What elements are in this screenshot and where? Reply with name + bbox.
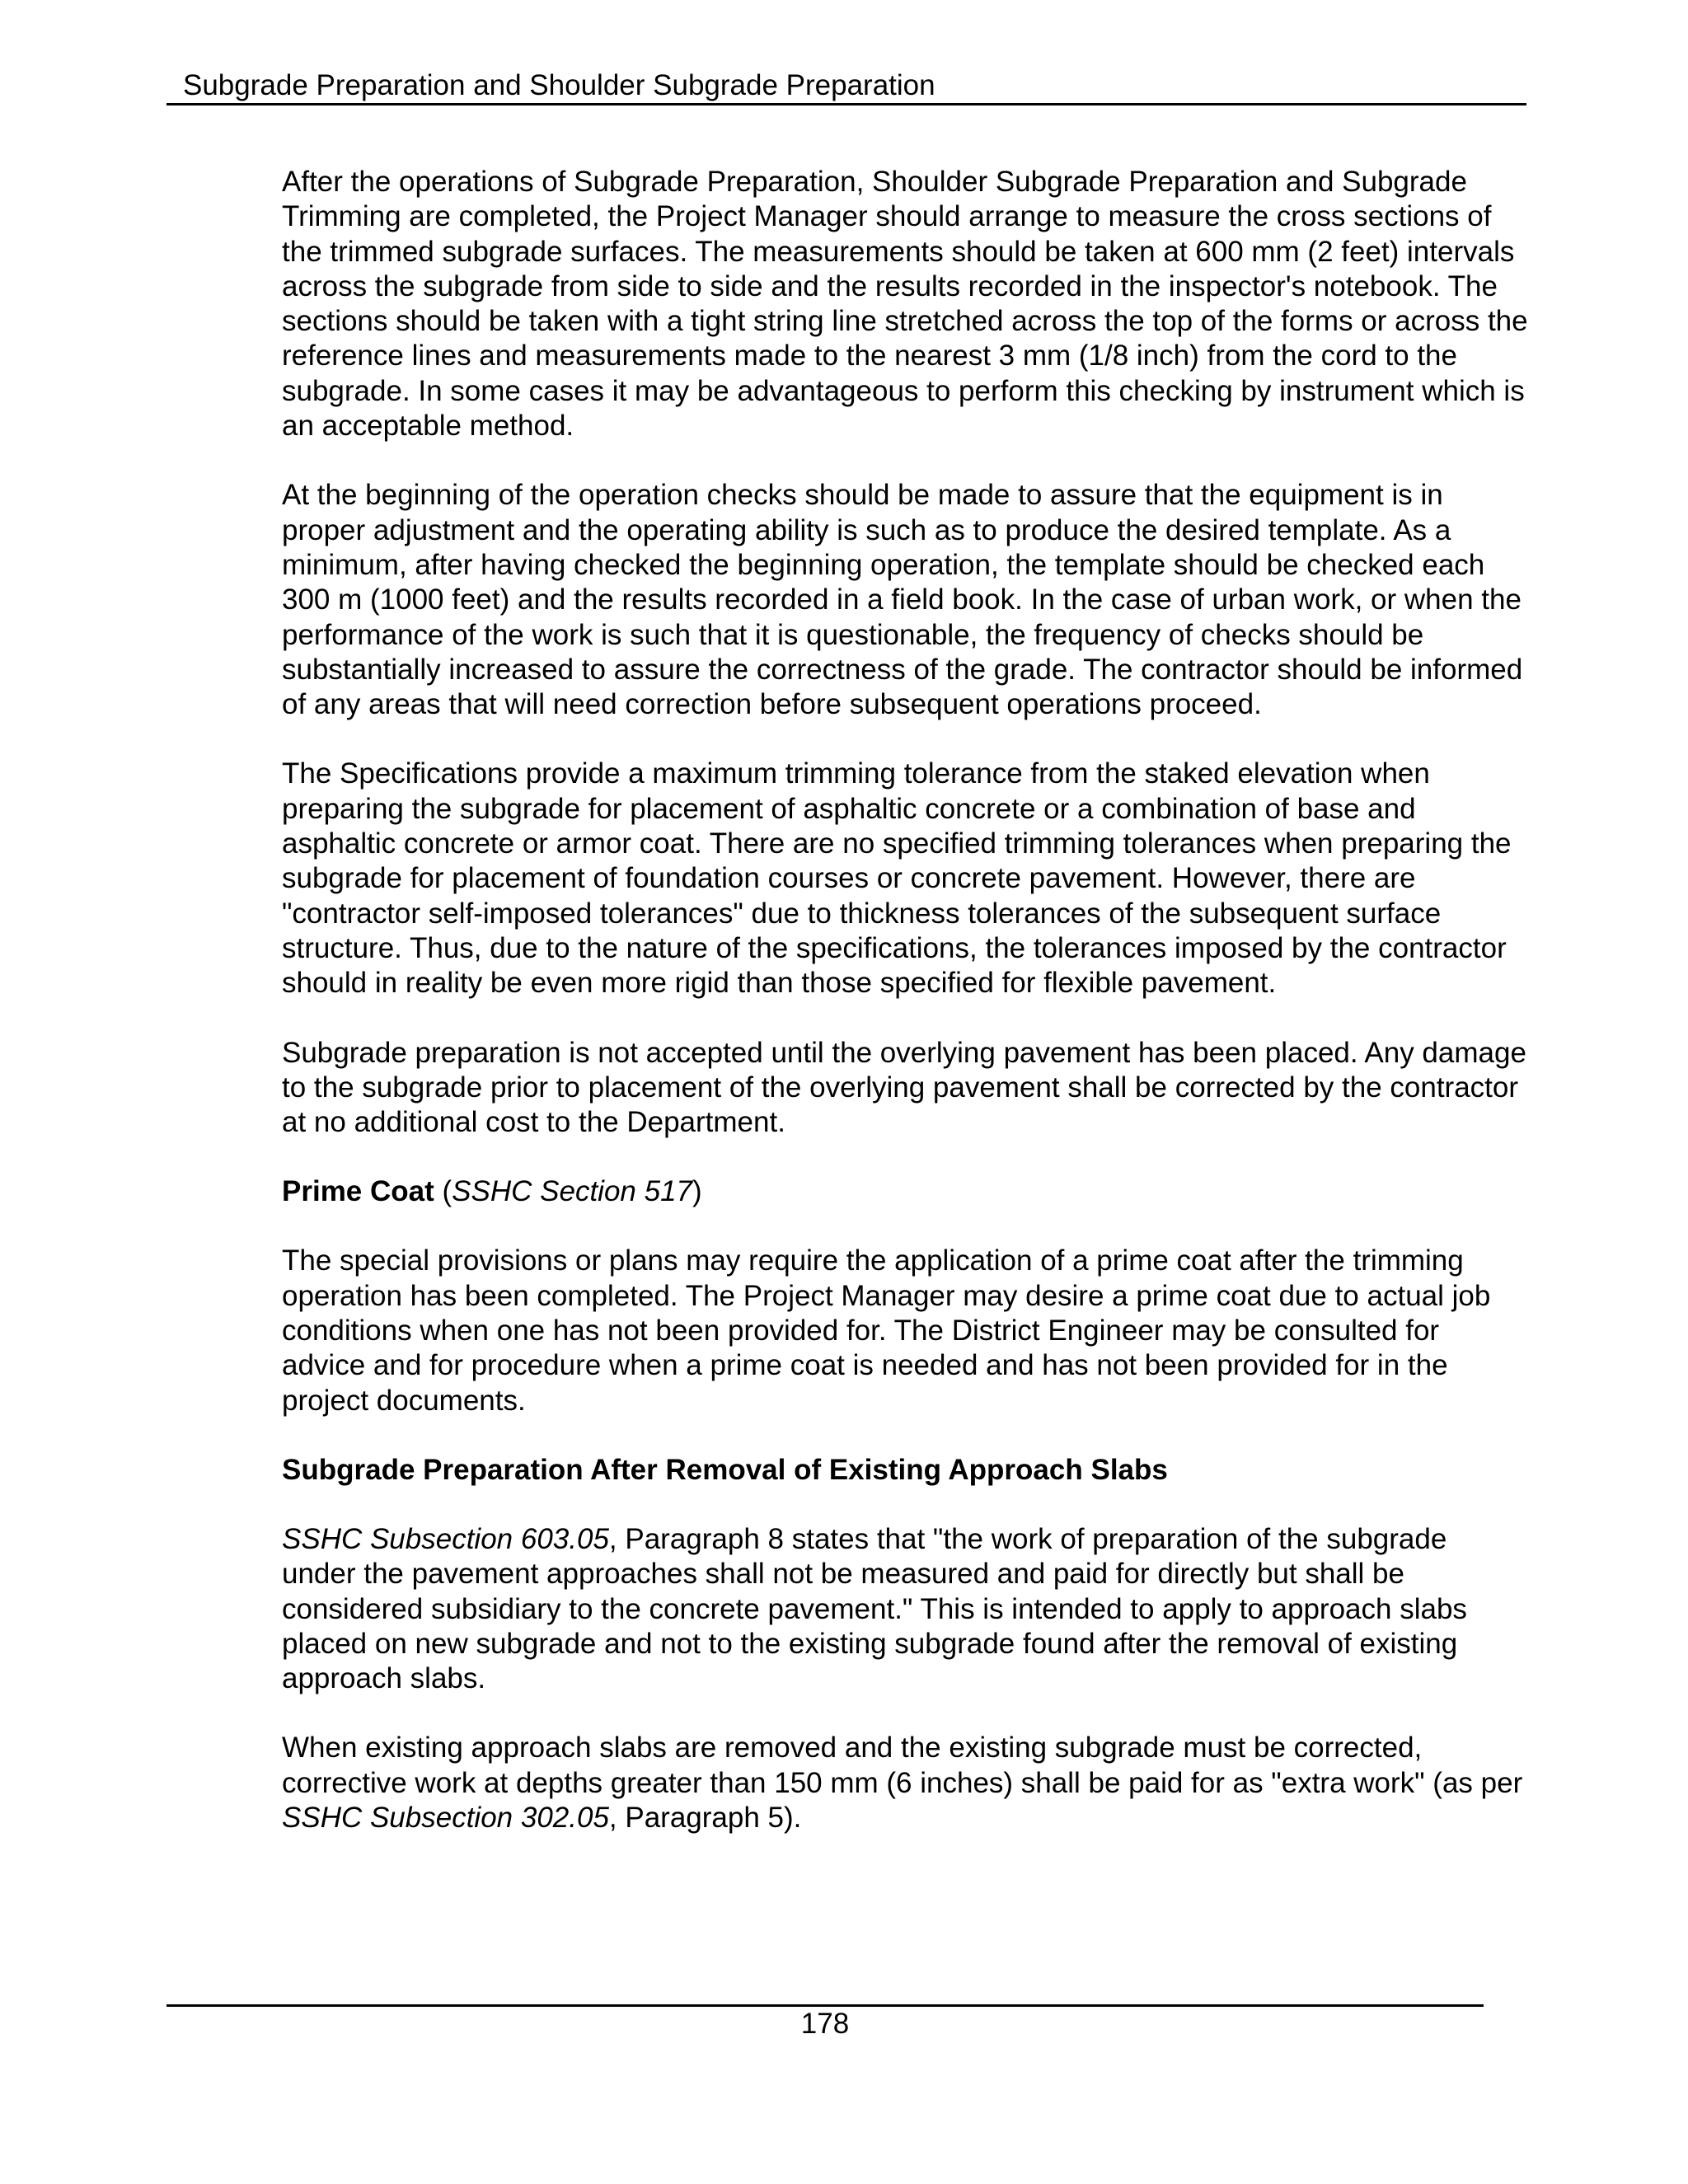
subsection-603-reference: SSHC Subsection 603.05 xyxy=(282,1522,609,1555)
paragraph-prime-coat: The special provisions or plans may require the application of a prime coat after the trimming operation has been completed. The Project Manager may desire a prime coat due to actual job conditions when one has not been provided for. The District Engineer may be consulted for advice and for procedure when a prime coat is needed and has not been provided for in the project documents. xyxy=(282,1244,1491,1417)
paragraph-approach-slab-subsidiary xyxy=(282,1522,1528,1696)
page-number: 178 xyxy=(800,2008,850,2040)
extra-work-paragraph-tail: , Paragraph 5). xyxy=(608,1801,802,1834)
paragraph-subgrade-acceptance: Subgrade preparation is not accepted until the overlying pavement has been placed. Any damage to the subgrade prior to placement of the overlying pavement shall be corrected by the contractor at no additional cost to the Department. xyxy=(282,1036,1526,1139)
prime-coat-section-reference: SSHC Section 517 xyxy=(452,1175,692,1208)
header-rule xyxy=(166,103,1526,105)
paragraph-template-checks: At the beginning of the operation checks should be made to assure that the equipment is in proper adjustment and the operating ability is such as to produce the desired template. As a minimum, after having checked the beginning operation, the template should be checked each 300 m (1000 feet) and the results recorded in a field book. In the case of urban work, or when the performance of the work is such that it is questionable, the frequency of checks should be substantially increased to assure the correctness of the grade. The contractor should be informed of any areas that will need correction before subsequent operations proceed. xyxy=(282,479,1523,721)
paragraph-extra-work xyxy=(282,1731,1528,1835)
paragraph-trimming-tolerance: The Specifications provide a maximum trimming tolerance from the staked elevation when preparing the subgrade for placement of asphaltic concrete or a combination of base and asphaltic concrete or armor coat. There are no specified trimming tolerances when preparing the subgrade for placement of foundation courses or concrete pavement. However, there are "contractor self-imposed tolerances" due to thickness tolerances of the subsequent surface structure. Thus, due to the nature of the specifications, the tolerances imposed by the contractor should in reality be even more rigid than those specified for flexible pavement. xyxy=(282,757,1512,1000)
approach-slab-paragraph-text: , Paragraph 8 states that "the work of preparation of the subgrade under the pavement approaches shall not be measured and paid for directly but shall be considered subsidiary to the concrete pavement." This is intended to apply to approach slabs placed on new subgrade and not to the existing subgrade found after the removal of existing approach slabs. xyxy=(282,1522,1467,1695)
prime-coat-paren-close: ) xyxy=(692,1175,702,1208)
section-heading-prime-coat xyxy=(282,1174,1528,1209)
extra-work-paragraph-text: When existing approach slabs are removed and the existing subgrade must be corrected, corrective work at depths greater than 150 mm (6 inches) shall be paid for as "extra work" (as per xyxy=(282,1732,1523,1799)
paragraph-cross-section-measurement: After the operations of Subgrade Preparation, Shoulder Subgrade Preparation and Subgrade Trimming are completed, the Project Manager should arrange to measure the cross sections of the trimmed subgrade surfaces. The measurements should be taken at 600 mm (2 feet) intervals across the subgrade from side to side and the results recorded in the inspector's notebook. The sections should be taken with a tight string line stretched across the top of the forms or across the reference lines and measurements made to the nearest 3 mm (1/8 inch) from the cord to the subgrade. In some cases it may be advantageous to perform this checking by instrument which is an acceptable method. xyxy=(282,166,1528,443)
body-text xyxy=(282,165,1528,1835)
prime-coat-paren-open: ( xyxy=(442,1175,452,1208)
prime-coat-heading-text: Prime Coat xyxy=(282,1175,434,1208)
section-heading-approach-slabs: Subgrade Preparation After Removal of Existing Approach Slabs xyxy=(282,1453,1168,1486)
subsection-302-reference: SSHC Subsection 302.05 xyxy=(282,1801,609,1834)
running-header: Subgrade Preparation and Shoulder Subgrade Preparation xyxy=(183,69,935,101)
